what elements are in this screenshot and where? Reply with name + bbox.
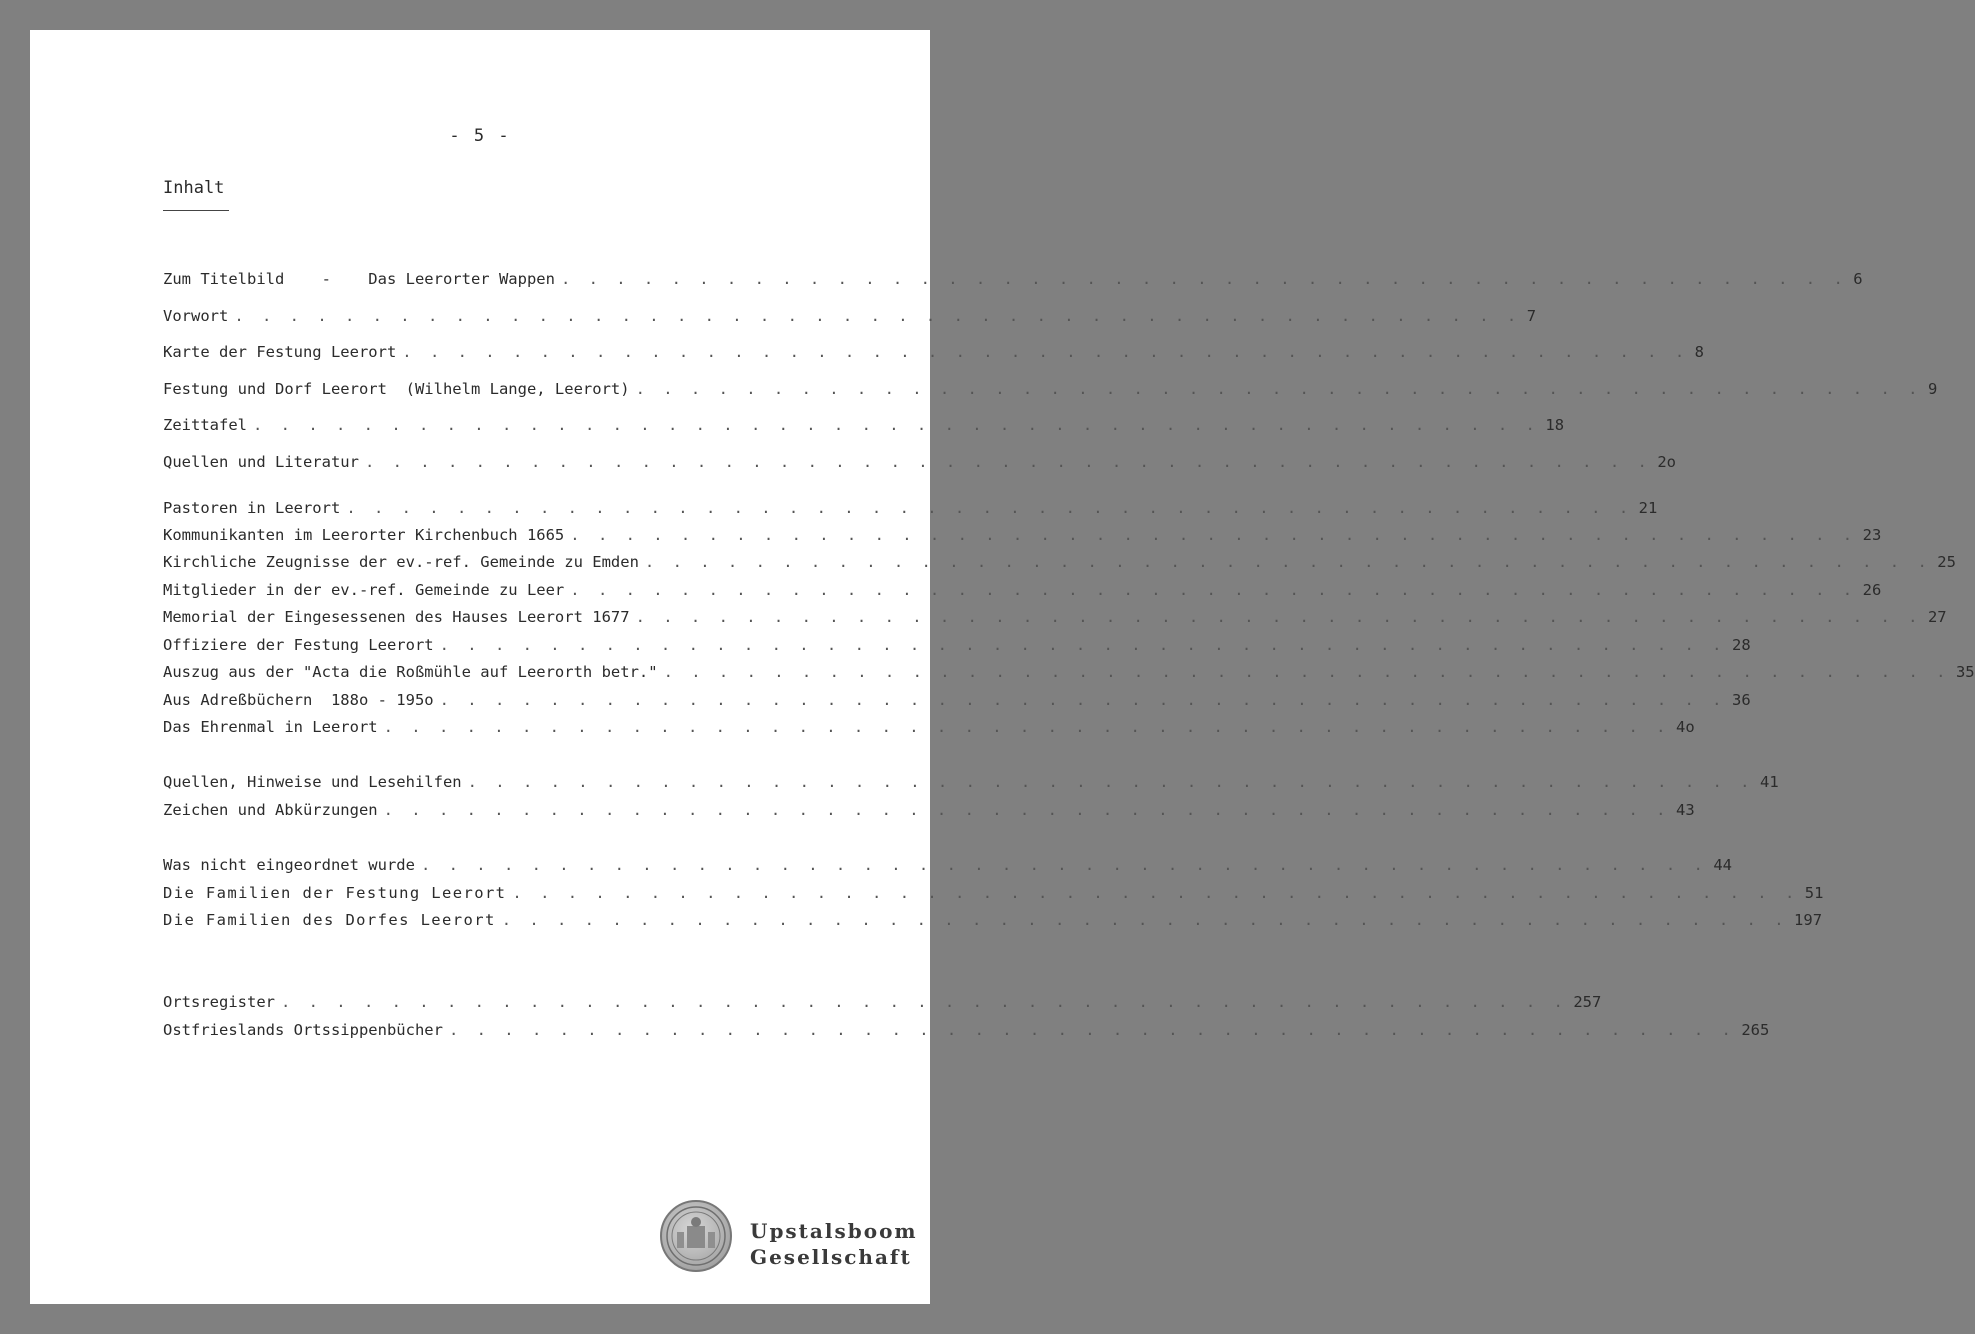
toc-entry (163, 499, 1658, 521)
toc-entry-page: 28 (1731, 636, 1751, 654)
toc-entry-text: Die Familien der Festung Leerort (163, 884, 507, 902)
toc-entry-text: Pastoren in Leerort (163, 499, 341, 517)
toc-entry (163, 773, 1779, 795)
toc-entry-page: 23 (1862, 526, 1882, 544)
toc-dot-leader: . . . . . . . . . . . . . . . . . . . . . . . . . . . . . . . . . . . . . . . . . . . . . . . (570, 581, 1857, 599)
toc-entry-page: 8 (1694, 343, 1704, 361)
toc-entry-page: 26 (1862, 581, 1882, 599)
toc-entry-page: 257 (1573, 993, 1602, 1011)
toc-entry-text: Festung und Dorf Leerort (Wilhelm Lange, Leerort) (163, 380, 630, 398)
toc-dot-leader: . . . . . . . . . . . . . . . . . . . . . . . . . . . . . . . . . . . . . . . . . . . . . . . (402, 343, 1689, 361)
toc-entry-page: 51 (1804, 884, 1824, 902)
toc-entry (163, 636, 1751, 658)
page-number: - 5 - (449, 126, 511, 146)
toc-dot-leader: . . . . . . . . . . . . . . . . . . . . . . . . . . . . . . . . . . . . . . . . . . . . . . . (439, 691, 1726, 709)
toc-entry-text: Kommunikanten im Leerorter Kirchenbuch 1665 (163, 526, 565, 544)
toc-dot-leader: . . . . . . . . . . . . . . . . . . . . . . . . . . . . . . . . . . . . . . . . . . . . . . . (383, 718, 1670, 736)
toc-entry (163, 884, 1824, 906)
toc-entry-text: Ostfrieslands Ortssippenbücher (163, 1021, 443, 1039)
toc-entry-page: 35 (1955, 663, 1975, 681)
toc-entry-text: Karte der Festung Leerort (163, 343, 397, 361)
toc-entry (163, 856, 1732, 878)
toc-entry-text: Aus Adreßbüchern 188o - 195o (163, 691, 434, 709)
toc-entry (163, 553, 1956, 575)
toc-dot-leader: . . . . . . . . . . . . . . . . . . . . . . . . . . . . . . . . . . . . . . . . . . . . . . . (570, 526, 1857, 544)
toc-entry-page: 44 (1713, 856, 1732, 874)
toc-dot-leader: . . . . . . . . . . . . . . . . . . . . . . . . . . . . . . . . . . . . . . . . . . . . . . . (501, 911, 1789, 929)
toc-dot-leader: . . . . . . . . . . . . . . . . . . . . . . . . . . . . . . . . . . . . . . . . . . . . . . . (439, 636, 1726, 654)
toc-dot-leader: . . . . . . . . . . . . . . . . . . . . . . . . . . . . . . . . . . . . . . . . . . . . . . . (280, 993, 1568, 1011)
toc-dot-leader: . . . . . . . . . . . . . . . . . . . . . . . . . . . . . . . . . . . . . . . . . . . . . . . (512, 884, 1799, 902)
toc-entry-page: 36 (1731, 691, 1751, 709)
toc-entry-page: 18 (1545, 416, 1565, 434)
toc-entry-text: Die Familien des Dorfes Leerort (163, 911, 496, 929)
toc-entry (163, 307, 1537, 329)
toc-entry (163, 718, 1695, 740)
toc-entry-text: Zeichen und Abkürzungen (163, 801, 378, 819)
toc-title: Inhalt (163, 178, 225, 198)
toc-dot-leader: . . . . . . . . . . . . . . . . . . . . . . . . . . . . . . . . . . . . . . . . . . . . . . . (467, 773, 1754, 791)
toc-entry-text: Mitglieder in der ev.-ref. Gemeinde zu Leer (163, 581, 565, 599)
toc-title-underline (163, 210, 229, 211)
toc-dot-leader: . . . . . . . . . . . . . . . . . . . . . . . . . . . . . . . . . . . . . . . . . . . . . . . (635, 608, 1922, 626)
society-name-line-2: Gesellschaft (750, 1245, 912, 1269)
toc-dot-leader: . . . . . . . . . . . . . . . . . . . . . . . . . . . . . . . . . . . . . . . . . . . . . . . (383, 801, 1670, 819)
toc-dot-leader: . . . . . . . . . . . . . . . . . . . . . . . . . . . . . . . . . . . . . . . . . . . . . . . (663, 663, 1950, 681)
toc-entry-text: Ortsregister (163, 993, 275, 1011)
toc-entry (163, 993, 1602, 1015)
toc-entry-page: 6 (1853, 270, 1863, 288)
toc-entry (163, 343, 1704, 365)
toc-dot-leader: . . . . . . . . . . . . . . . . . . . . . . . . . . . . . . . . . . . . . . . . . . . . . . . (364, 453, 1652, 471)
toc-entry-text: Quellen und Literatur (163, 453, 359, 471)
toc-entry-page: 27 (1927, 608, 1947, 626)
toc-entry-page: 2o (1657, 453, 1676, 471)
society-seal-icon (660, 1200, 732, 1272)
toc-entry-text: Quellen, Hinweise und Lesehilfen (163, 773, 462, 791)
toc-entry-page: 7 (1526, 307, 1537, 325)
toc-entry-text: Auszug aus der "Acta die Roßmühle auf Leerorth betr." (163, 663, 658, 681)
toc-entry-text: Offiziere der Festung Leerort (163, 636, 434, 654)
toc-entry (163, 608, 1947, 630)
society-name-line-1: Upstalsboom (750, 1219, 918, 1243)
toc-entry-page: 21 (1638, 499, 1658, 517)
toc-entry-page: 41 (1759, 773, 1779, 791)
toc-dot-leader: . . . . . . . . . . . . . . . . . . . . . . . . . . . . . . . . . . . . . . . . . . . . . . . (234, 307, 1521, 325)
toc-entry-text: Zeittafel (163, 416, 247, 434)
toc-dot-leader: . . . . . . . . . . . . . . . . . . . . . . . . . . . . . . . . . . . . . . . . . . . . . . . (560, 270, 1848, 288)
document-page (30, 30, 1975, 1304)
toc-entry (163, 1021, 1770, 1043)
toc-entry-text: Das Ehrenmal in Leerort (163, 718, 378, 736)
toc-entry (163, 911, 1823, 933)
toc-entry (163, 380, 1938, 402)
toc-entry (163, 453, 1676, 475)
toc-entry (163, 416, 1565, 438)
toc-entry-text: Kirchliche Zeugnisse der ev.-ref. Gemeinde zu Emden (163, 553, 639, 571)
toc-entry-page: 4o (1676, 718, 1695, 736)
toc-entry (163, 270, 1863, 292)
toc-entry (163, 801, 1695, 823)
toc-entry-page: 197 (1794, 911, 1823, 929)
toc-entry-page: 43 (1676, 801, 1695, 819)
toc-entry-text: Zum Titelbild - Das Leerorter Wappen (163, 270, 555, 288)
toc-dot-leader: . . . . . . . . . . . . . . . . . . . . . . . . . . . . . . . . . . . . . . . . . . . . . . . (420, 856, 1708, 874)
society-name (750, 1218, 918, 1270)
toc-entry (163, 663, 1975, 685)
toc-entry (163, 526, 1882, 548)
toc-entry-page: 25 (1937, 553, 1956, 571)
toc-entry-page: 9 (1927, 380, 1938, 398)
toc-entry (163, 691, 1751, 713)
toc-dot-leader: . . . . . . . . . . . . . . . . . . . . . . . . . . . . . . . . . . . . . . . . . . . . . . . (253, 416, 1540, 434)
toc-entry-page: 265 (1741, 1021, 1770, 1039)
toc-entry-text: Vorwort (163, 307, 229, 325)
toc-dot-leader: . . . . . . . . . . . . . . . . . . . . . . . . . . . . . . . . . . . . . . . . . . . . . . . (635, 380, 1922, 398)
toc-entry (163, 581, 1882, 603)
toc-entry-text: Memorial der Eingesessenen des Hauses Leerort 1677 (163, 608, 630, 626)
toc-dot-leader: . . . . . . . . . . . . . . . . . . . . . . . . . . . . . . . . . . . . . . . . . . . . . . . (346, 499, 1633, 517)
toc-dot-leader: . . . . . . . . . . . . . . . . . . . . . . . . . . . . . . . . . . . . . . . . . . . . . . . (448, 1021, 1736, 1039)
toc-entry-text: Was nicht eingeordnet wurde (163, 856, 415, 874)
toc-dot-leader: . . . . . . . . . . . . . . . . . . . . . . . . . . . . . . . . . . . . . . . . . . . . . . . (644, 553, 1932, 571)
